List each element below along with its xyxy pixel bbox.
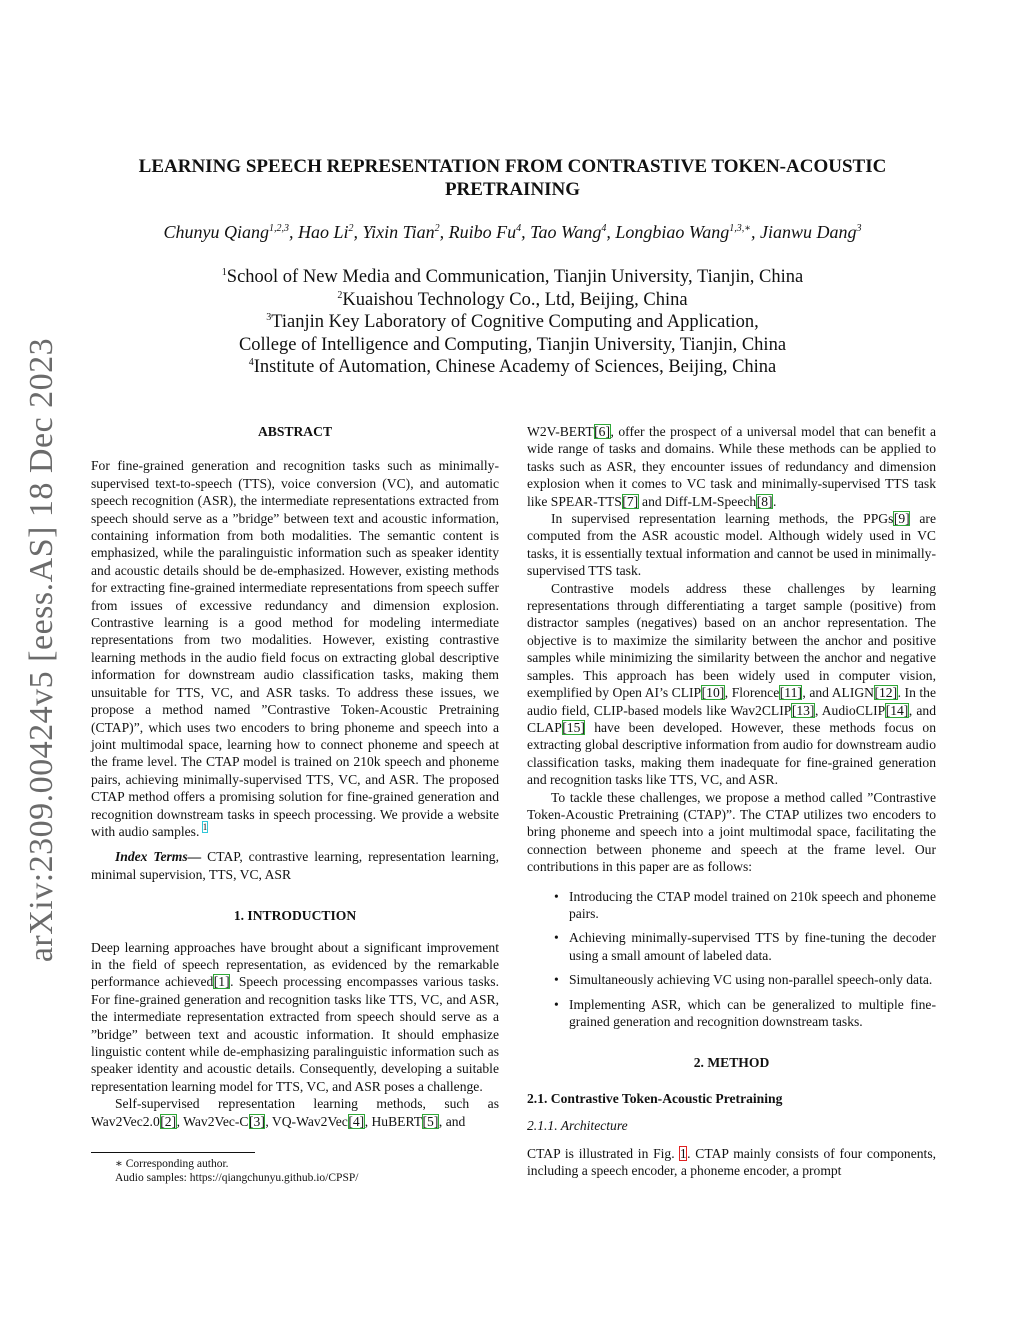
affiliation-line: $^2$Kuaishou Technology Co., Ltd, Beijing, China — [337, 289, 688, 310]
body-paragraph: In supervised representation learning methods, the PPGs[9] are computed from the ASR acoustic model. Although widely used in VC tasks, it is essentially textual information and cannot be used in minimally-supervised TTS task. — [527, 511, 936, 579]
intro-paragraph: Deep learning approaches have brought about a significant improvement in the field of speech representation, as evidenced by the remarkable performance achieved[1]. Speech processing encompasses various tasks. For fine-grained generation and recognition tasks like TTS, VC, and ASR, the intermediate representation extracted from speech should serve as a ”bridge” between text and acoustic information. It should emphasize linguistic content while de-emphasizing paralinguistic information such as speaker identity and acoustic details. Consequently, developing a suitable representation learning model for TTS, VC, and ASR poses a challenge. — [91, 939, 499, 1094]
right-column — [527, 423, 936, 1179]
citation-link[interactable]: [10] — [701, 685, 725, 701]
footnote-divider — [91, 1152, 255, 1153]
citation-link[interactable]: [6] — [594, 424, 611, 439]
subsection-heading: 2.1. Contrastive Token-Acoustic Pretraining — [527, 1090, 783, 1106]
index-terms-label: Index Terms— — [115, 849, 202, 865]
introduction-heading: 1. INTRODUCTION — [233, 908, 357, 924]
author-list: Chunyu Qiang$^{1,2,3}$, Hao Li$^2$, Yixin Tian$^2$, Ruibo Fu$^4$, Tao Wang$^4$, Longbiao Wang$^{1,3,∗}$, Jianwu Dang$^3$ — [163, 222, 862, 242]
left-column — [91, 423, 499, 1185]
citation-link[interactable]: [15] — [562, 719, 585, 735]
body-paragraph: CTAP is illustrated in Fig. 1. CTAP mainly consists of four components, including a speech encoder, a phoneme encoder, a prompt — [527, 1145, 937, 1179]
citation-link[interactable]: [9] — [893, 511, 910, 527]
method-heading: 2. METHOD — [693, 1055, 770, 1071]
index-terms: Index Terms— CTAP, contrastive learning, representation learning, minimal supervision, TTS, VC, ASR — [91, 849, 499, 882]
citation-link[interactable]: [3] — [249, 1113, 265, 1129]
arxiv-side-identifier — [12, 337, 72, 963]
list-item: • Achieving minimally-supervised TTS by fine-tuning the decoder using a small amount of labeled data. — [527, 929, 936, 964]
footnote-audio-samples: Audio samples: https://qiangchunyu.github.io/CPSP/ — [115, 1172, 359, 1185]
author: Chunyu Qiang — [163, 222, 269, 242]
author: Yixin Tian — [362, 222, 435, 242]
body-paragraph: W2V-BERT[6], offer the prospect of a universal model that can benefit a wide range of tasks and domains. While these methods can be applied to tasks such as ASR, they encounter issues of redundancy and dimension explosion when it comes to VC task and minimally-supervised TTS task like SPEAR-TTS[7] and Diff-LM-Speech[8]. — [527, 424, 936, 509]
affiliation-line: $^4$Institute of Automation, Chinese Academy of Sciences, Beijing, China — [248, 356, 777, 377]
footnote-corresponding: ∗ Corresponding author. — [115, 1158, 229, 1171]
subsubsection-heading: 2.1.1. Architecture — [527, 1118, 628, 1134]
citation-link[interactable]: [14] — [885, 702, 909, 718]
list-item: • Simultaneously achieving VC using non-parallel speech-only data. — [527, 971, 936, 988]
citation-link[interactable]: [12] — [874, 685, 898, 701]
footnote-link[interactable]: 1 — [202, 822, 208, 833]
author: Ruibo Fu — [448, 222, 517, 242]
abstract-text: For fine-grained generation and recognition tasks such as minimally-supervised text-to-speech (TTS), voice conversion (VC), and automatic speech recognition (ASR), the intermediate representations extracted from speech should serve as a ”bridge” between text and acoustic information, containing information from both modalities. The semantic content is emphasized, while the paralinguistic information such as speaker identity and acoustic details should be de-emphasized. However, existing methods for extracting fine-grained intermediate representations from speech suffer from issues of excessive redundancy and dimension explosion. Contrastive learning is a good method for modeling intermediate representations from two modalities. However, existing contrastive learning methods in the audio field focus on extracting global descriptive information for downstream audio classification tasks, making them unsuitable for TTS, VC, and ASR tasks. To address these issues, we propose a method named ”Contrastive Token-Acoustic Pretraining (CTAP)”, which uses two encoders to bring phoneme and speech into a joint multimodal space, learning how to connect phoneme and speech at the frame level. The CTAP model is trained on 210k speech and phoneme pairs, achieving minimally-supervised TTS, VC, and ASR. The proposed CTAP method offers a promising solution for fine-grained generation and recognition downstream tasks in speech processing. We provide a website with audio samples. $^1$ — [91, 458, 499, 839]
citation-link[interactable]: [1] — [213, 974, 230, 990]
arxiv-id-text: arXiv:2309.00424v5 [eess.AS] 18 Dec 2023 — [23, 337, 61, 963]
list-item: • Introducing the CTAP model trained on 210k speech and phoneme pairs. — [527, 888, 936, 923]
citation-link[interactable]: [5] — [422, 1113, 439, 1129]
author: Jianwu Dang — [760, 222, 857, 242]
contributions-list — [527, 888, 936, 1031]
citation-link[interactable]: [8] — [756, 493, 773, 509]
abstract-heading: ABSTRACT — [257, 424, 333, 439]
citation-link[interactable]: [7] — [622, 493, 639, 509]
citation-link[interactable]: [2] — [160, 1113, 177, 1129]
body-paragraph: To tackle these challenges, we propose a method called ”Contrastive Token-Acoustic Pretraining (CTAP)”. The CTAP utilizes two encoders to bring phoneme and speech into a joint multimodal space, facilitating the connection between phoneme and speech at the frame level. Our contributions in this paper are as follows: — [527, 789, 936, 875]
intro-paragraph: Self-supervised representation learning methods, such as Wav2Vec2.0[2], Wav2Vec-C[3], VQ-Wav2Vec[4], HuBERT[5], and — [91, 1096, 499, 1129]
affiliations — [90, 266, 935, 379]
author: Longbiao Wang — [615, 222, 730, 242]
affiliation-line: $^1$School of New Media and Communication, Tianjin University, Tianjin, China — [221, 266, 804, 287]
author: Tao Wang — [530, 222, 602, 242]
citation-link[interactable]: [11] — [779, 685, 802, 701]
citation-link[interactable]: [13] — [791, 702, 815, 718]
figure-ref-link[interactable]: 1 — [679, 1145, 687, 1161]
list-item: • Implementing ASR, which can be generalized to multiple fine-grained generation and recognition downstream tasks. — [527, 996, 936, 1031]
citation-link[interactable]: [4] — [348, 1113, 365, 1129]
paper-title: LEARNING SPEECH REPRESENTATION FROM CONTRASTIVE TOKEN-ACOUSTIC PRETRAINING — [138, 156, 887, 200]
affiliation-line: College of Intelligence and Computing, Tianjin University, Tianjin, China — [238, 334, 787, 355]
affiliation-line: $^3$Tianjin Key Laboratory of Cognitive Computing and Application, — [266, 311, 759, 332]
body-paragraph: Contrastive models address these challenges by learning representations through differentiating a target sample (positive) from distractor samples (negatives) based on an anchor representation. The objective is to maximize the similarity between the anchor and positive samples while minimizing the similarity between the anchor and negative samples. This approach has been widely used in computer vision, exemplified by Open AI’s CLIP[10], Florence[11], and ALIGN[12]. In the audio field, CLIP-based models like Wav2CLIP[13], AudioCLIP[14], and CLAP[15] have been developed. However, these methods focus on extracting global descriptive information from audio for downstream audio classification tasks, making them inadequate for fine-grained generation and recognition tasks like TTS, VC, and ASR. — [527, 580, 936, 788]
author: Hao Li — [297, 222, 349, 242]
